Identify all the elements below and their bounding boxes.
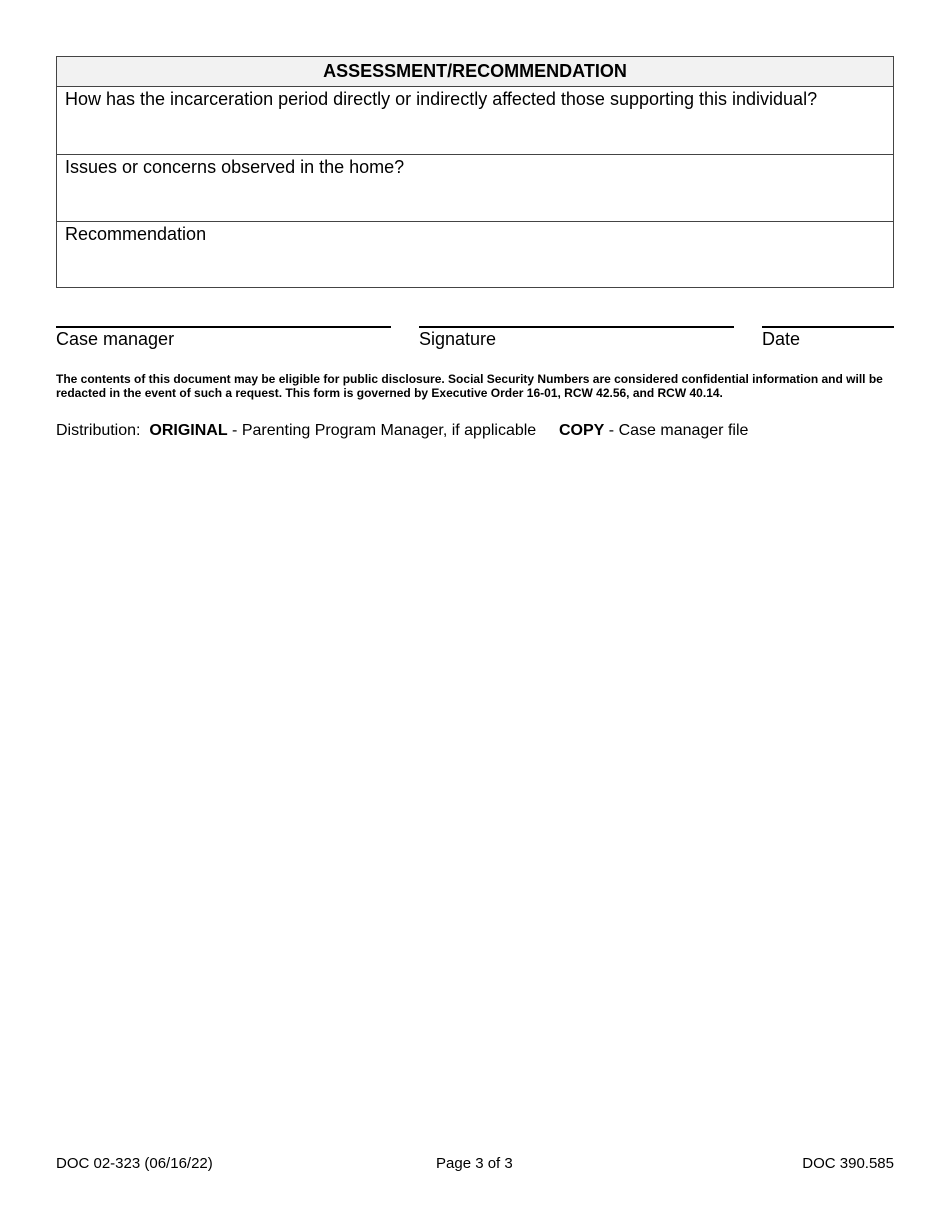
case-manager-label: Case manager [56, 329, 175, 349]
copy-label: COPY [559, 422, 605, 439]
signature-label: Signature [419, 329, 497, 349]
form-number: DOC 02-323 (06/16/22) [56, 1155, 213, 1172]
incarceration-effect-field[interactable] [57, 87, 894, 155]
disclosure-notice: The contents of this document may be eligible for public disclosure. Social Security Numbers are considered confidential information and will be redacted in the event of such a request. This form is governed by Executive Order 16-01, RCW 42.56, and RCW 40.14. [56, 372, 883, 400]
date-label: Date [762, 329, 801, 349]
distribution-prefix: Distribution: [56, 422, 141, 439]
section-title: ASSESSMENT/RECOMMENDATION [57, 57, 894, 87]
signature-line[interactable] [419, 326, 734, 328]
case-manager-line[interactable] [56, 326, 391, 328]
home-concerns-field[interactable] [57, 155, 894, 222]
original-label: ORIGINAL [149, 422, 228, 439]
date-line[interactable] [762, 326, 894, 328]
field-label: Recommendation [65, 224, 207, 244]
distribution-original [56, 422, 536, 440]
copy-text: - Case manager file [604, 422, 749, 439]
field-label: Issues or concerns observed in the home? [65, 157, 405, 177]
field-label: How has the incarceration period directly or indirectly affected those supporting this individual? [65, 89, 818, 109]
original-text: - Parenting Program Manager, if applicable [227, 422, 537, 439]
page-number: Page 3 of 3 [436, 1155, 513, 1172]
recommendation-field[interactable] [57, 222, 894, 288]
distribution-copy [559, 422, 748, 440]
policy-number: DOC 390.585 [802, 1155, 894, 1172]
assessment-table [56, 56, 894, 288]
